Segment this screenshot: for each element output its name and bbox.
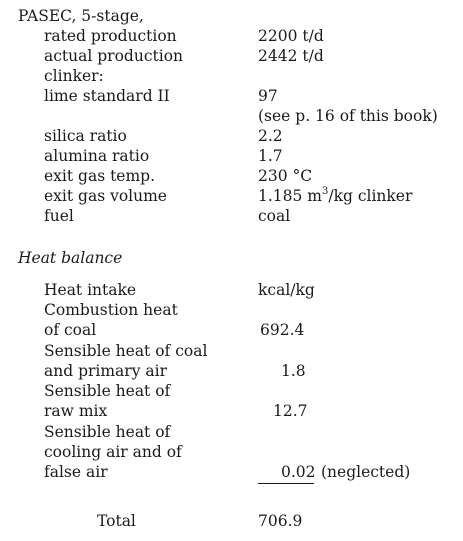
spec-value-rated-production: 2200 t/d <box>258 27 324 45</box>
row-combustion-value: 692.4 <box>260 321 305 339</box>
spec-label-rated-production: rated production <box>44 27 177 45</box>
row-raw-mix-value: 12.7 <box>273 402 308 420</box>
spec-value-actual-production: 2442 t/d <box>258 47 324 65</box>
spec-label-alumina-ratio: alumina ratio <box>44 147 150 165</box>
spec-label-fuel: fuel <box>44 207 74 225</box>
row-combustion-line-2: of coal <box>44 321 97 339</box>
row-cooling-air-line-3: false air <box>44 463 108 481</box>
row-cooling-air-value: 0.02 <box>281 463 316 481</box>
row-combustion-line-1: Combustion heat <box>44 301 178 319</box>
summation-rule <box>258 483 314 484</box>
total-value: 706.9 <box>258 512 303 530</box>
spec-label-exit-gas-volume: exit gas volume <box>44 187 167 205</box>
spec-label-silica-ratio: silica ratio <box>44 127 127 145</box>
heat-intake-unit: kcal/kg <box>258 281 315 299</box>
spec-label-exit-gas-temp: exit gas temp. <box>44 167 156 185</box>
heat-balance-heading: Heat balance <box>18 249 123 267</box>
spec-label-actual-production: actual production <box>44 47 184 65</box>
row-raw-mix-line-2: raw mix <box>44 402 108 420</box>
spec-value-lime-standard: 97 <box>258 87 278 105</box>
spec-label-lime-standard: lime standard II <box>44 87 170 105</box>
spec-value-exit-gas-temp: 230 °C <box>258 167 313 185</box>
heat-intake-label: Heat intake <box>44 281 137 299</box>
spec-label-clinker: clinker: <box>44 67 104 85</box>
row-coal-air-line-2: and primary air <box>44 362 168 380</box>
total-label: Total <box>97 512 136 530</box>
spec-value-exit-gas-volume <box>258 186 412 206</box>
row-cooling-air-line-1: Sensible heat of <box>44 423 171 441</box>
gas-volume-number: 1.185 m <box>258 187 322 205</box>
row-cooling-air-line-2: cooling air and of <box>44 443 182 461</box>
row-coal-air-value: 1.8 <box>281 362 306 380</box>
kiln-type-title: PASEC, 5-stage, <box>18 7 144 25</box>
spec-value-silica-ratio: 2.2 <box>258 127 283 145</box>
spec-value-reference-note: (see p. 16 of this book) <box>258 107 438 125</box>
row-cooling-air-note: (neglected) <box>321 463 411 481</box>
gas-volume-exponent: 3 <box>322 185 329 197</box>
row-raw-mix-line-1: Sensible heat of <box>44 382 171 400</box>
gas-volume-unit: /kg clinker <box>328 187 413 205</box>
row-coal-air-line-1: Sensible heat of coal <box>44 342 208 360</box>
spec-value-alumina-ratio: 1.7 <box>258 147 283 165</box>
spec-value-fuel: coal <box>258 207 291 225</box>
